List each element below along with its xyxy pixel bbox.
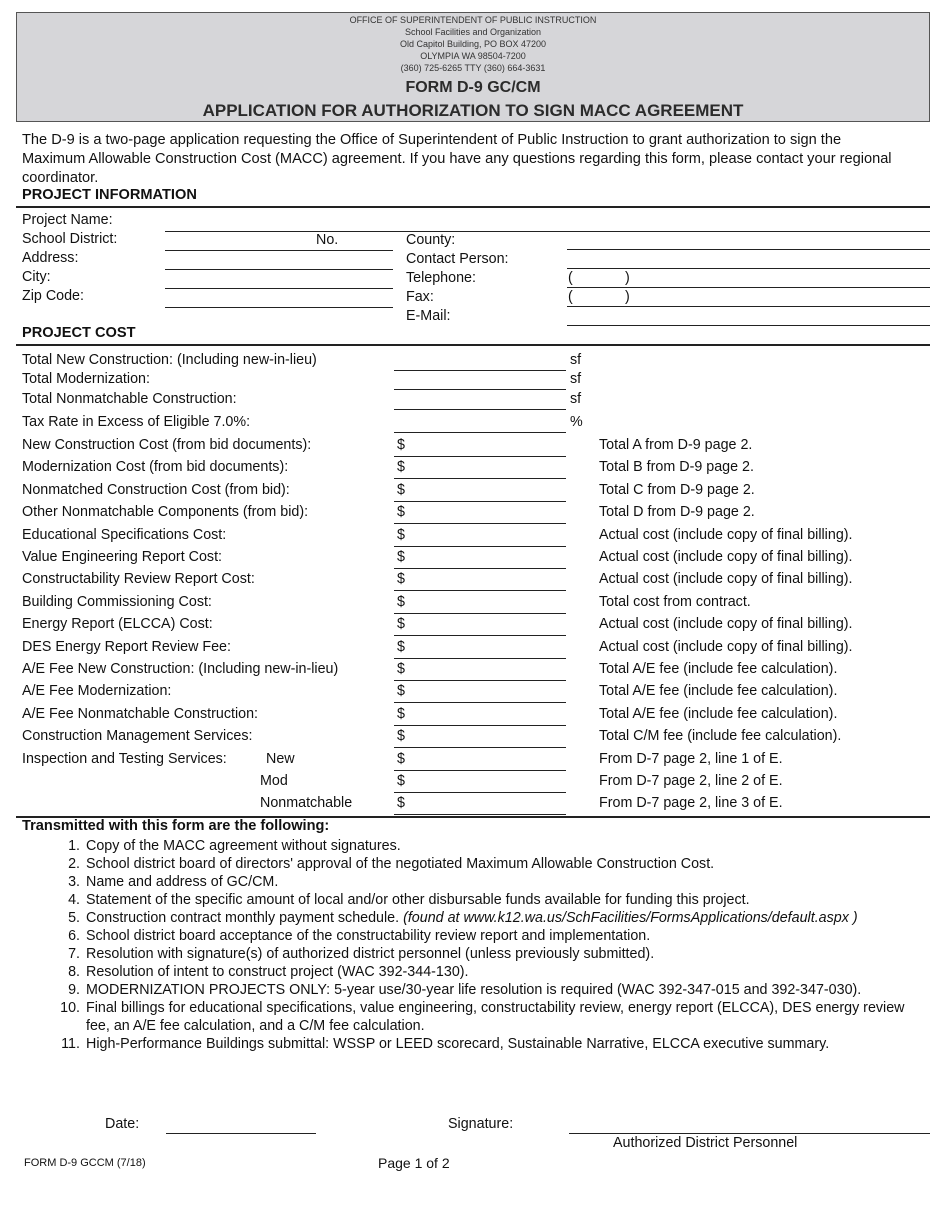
currency-sign: $ <box>397 639 405 655</box>
cost-value-field[interactable] <box>394 680 566 681</box>
intro-text: The D-9 is a two-page application requesting the Office of Superintendent of Public Instruction to grant authorization to sign the Maximum Allowable Construction Cost (MACC) agreement. If you have any questions regarding this form, please contact your regional coordinator. <box>22 132 892 186</box>
item-number: 8. <box>68 964 80 980</box>
transmitted-item <box>50 891 930 909</box>
authorized-personnel-caption: Authorized District Personnel <box>613 1135 798 1151</box>
item-text: Resolution with signature(s) of authorized district personnel (unless previously submitted). <box>86 946 655 962</box>
item-text: School district board of directors' approval of the negotiated Maximum Allowable Construction Cost. <box>86 856 715 872</box>
cost-row-label: Other Nonmatchable Components (from bid): <box>22 504 309 520</box>
cost-row-note: Actual cost (include copy of final billing). <box>599 616 853 632</box>
form-header <box>16 12 930 122</box>
currency-sign: $ <box>397 795 405 811</box>
currency-sign: $ <box>397 527 405 543</box>
cost-value-field[interactable] <box>394 747 566 748</box>
area-value-field[interactable] <box>394 432 566 433</box>
item-text-block <box>86 981 930 999</box>
cost-row-sublabel: Mod <box>260 773 288 789</box>
item-number: 11. <box>61 1036 80 1052</box>
item-number: 4. <box>68 892 80 908</box>
currency-sign: $ <box>397 437 405 453</box>
item-number: 9. <box>68 982 80 998</box>
currency-sign: $ <box>397 549 405 565</box>
contact-person-field[interactable] <box>567 268 930 269</box>
item-text: Resolution of intent to construct project (WAC 392-344-130). <box>86 964 469 980</box>
cost-row-label: Inspection and Testing Services: <box>22 751 227 767</box>
project-cost-heading: PROJECT COST <box>22 325 136 341</box>
cost-row-label: Educational Specifications Cost: <box>22 527 227 543</box>
item-text-block <box>86 945 930 963</box>
area-row-label: Total Modernization: <box>22 371 150 387</box>
form-id: FORM D-9 GC/CM <box>405 79 541 96</box>
signature-label: Signature: <box>448 1116 514 1132</box>
area-unit: sf <box>570 371 582 387</box>
cost-row-label: DES Energy Report Review Fee: <box>22 639 231 655</box>
cost-value-field[interactable] <box>394 635 566 636</box>
cost-row-label: Energy Report (ELCCA) Cost: <box>22 616 213 632</box>
item-text: High-Performance Buildings submittal: WSSP or LEED scorecard, Sustainable Narrative, ELCCA executive summary. <box>86 1036 830 1052</box>
zip-code-label: Zip Code: <box>22 288 84 304</box>
cost-value-field[interactable] <box>394 814 566 815</box>
cost-value-field[interactable] <box>394 456 566 457</box>
email-label: E-Mail: <box>406 308 451 324</box>
cost-row-sublabel: New <box>266 751 295 767</box>
item-text: MODERNIZATION PROJECTS ONLY: 5-year use/30-year life resolution is required (WAC 392-347-015 and 392-347-030). <box>86 982 862 998</box>
item-text: School district board acceptance of the constructability review report and implementation. <box>86 928 651 944</box>
item-number: 2. <box>68 856 80 872</box>
cost-row-note: From D-7 page 2, line 1 of E. <box>599 751 783 767</box>
cost-row-note: Total D from D-9 page 2. <box>599 504 755 520</box>
project-name-label: Project Name: <box>22 212 113 228</box>
item-number: 3. <box>68 874 80 890</box>
cost-row-note: Total A/E fee (include fee calculation). <box>599 661 838 677</box>
item-text-block <box>86 927 930 945</box>
cost-row-label: Nonmatched Construction Cost (from bid): <box>22 482 290 498</box>
transmitted-item <box>50 1035 930 1053</box>
cost-row-sublabel: Nonmatchable <box>260 795 353 811</box>
office-phone: (360) 725-6265 TTY (360) 664-3631 <box>400 63 546 73</box>
item-text-block <box>86 855 930 873</box>
transmitted-item <box>50 981 930 999</box>
project-info-heading: PROJECT INFORMATION <box>22 187 197 203</box>
cost-value-field[interactable] <box>394 501 566 502</box>
area-row-label: Total New Construction: (Including new-in-lieu) <box>22 352 317 368</box>
cost-row-note: Total cost from contract. <box>599 594 751 610</box>
item-number: 10. <box>60 1000 80 1016</box>
cost-row-label: A/E Fee New Construction: (Including new-in-lieu) <box>22 661 339 677</box>
telephone-area-open: ( <box>568 270 573 286</box>
cost-row-note: From D-7 page 2, line 3 of E. <box>599 795 783 811</box>
transmitted-item <box>50 873 930 891</box>
fax-field[interactable] <box>567 306 930 307</box>
office-address-line2: OLYMPIA WA 98504-7200 <box>420 51 526 61</box>
city-label: City: <box>22 269 51 285</box>
email-field[interactable] <box>567 325 930 326</box>
fax-area-close: ) <box>625 289 630 305</box>
cost-row-label: Value Engineering Report Cost: <box>22 549 223 565</box>
area-row-label: Total Nonmatchable Construction: <box>22 391 237 407</box>
area-value-field[interactable] <box>394 370 566 371</box>
item-number: 7. <box>68 946 80 962</box>
cost-row-note: Actual cost (include copy of final billing). <box>599 549 853 565</box>
transmitted-item <box>50 999 930 1035</box>
date-field[interactable] <box>166 1133 316 1134</box>
cost-row-label: New Construction Cost (from bid documents): <box>22 437 312 453</box>
currency-sign: $ <box>397 683 405 699</box>
currency-sign: $ <box>397 482 405 498</box>
item-text: Final billings for educational specifications, value engineering, constructability review, energy report (ELCCA), DES energy review fee, an A/E fee calculation, and a C/M fee calculation. <box>86 1000 905 1034</box>
item-text-block <box>86 999 930 1035</box>
telephone-field[interactable] <box>567 287 930 288</box>
item-text-block <box>86 891 930 909</box>
currency-sign: $ <box>397 571 405 587</box>
transmitted-item <box>50 837 930 855</box>
currency-sign: $ <box>397 504 405 520</box>
cost-row-note: Total A/E fee (include fee calculation). <box>599 683 838 699</box>
cost-row-note: Actual cost (include copy of final billing). <box>599 639 853 655</box>
item-text: Statement of the specific amount of local and/or other disbursable funds available for funding this project. <box>86 892 750 908</box>
item-number: 1. <box>68 838 80 854</box>
item-text-block <box>86 909 930 927</box>
transmitted-heading: Transmitted with this form are the following: <box>22 818 330 834</box>
area-row-label: Tax Rate in Excess of Eligible 7.0%: <box>22 414 251 430</box>
transmitted-item <box>50 909 930 927</box>
fax-area-open: ( <box>568 289 573 305</box>
transmitted-item <box>50 855 930 873</box>
transmitted-item <box>50 927 930 945</box>
area-unit: sf <box>570 391 582 407</box>
area-unit: sf <box>570 352 582 368</box>
transmitted-item <box>50 945 930 963</box>
area-value-field[interactable] <box>394 409 566 410</box>
currency-sign: $ <box>397 616 405 632</box>
address-label: Address: <box>22 250 79 266</box>
item-text: Construction contract monthly payment schedule. <box>86 910 404 926</box>
cost-row-note: Actual cost (include copy of final billing). <box>599 571 853 587</box>
item-text: Name and address of GC/CM. <box>86 874 279 890</box>
item-number: 5. <box>68 910 80 926</box>
signature-field[interactable] <box>569 1133 930 1134</box>
contact-person-label: Contact Person: <box>406 251 509 267</box>
cost-value-field[interactable] <box>394 478 566 479</box>
currency-sign: $ <box>397 661 405 677</box>
cost-value-field[interactable] <box>394 770 566 771</box>
cost-value-field[interactable] <box>394 546 566 547</box>
currency-sign: $ <box>397 594 405 610</box>
currency-sign: $ <box>397 706 405 722</box>
item-text-block <box>86 963 930 981</box>
date-label: Date: <box>105 1116 140 1132</box>
area-value-field[interactable] <box>394 389 566 390</box>
transmitted-list <box>50 837 930 1053</box>
cost-value-field[interactable] <box>394 523 566 524</box>
cost-row-label: Modernization Cost (from bid documents): <box>22 459 289 475</box>
district-number-label: No. <box>316 232 339 248</box>
currency-sign: $ <box>397 459 405 475</box>
zip-code-field[interactable] <box>165 307 393 308</box>
item-text-block <box>86 837 930 855</box>
page-number: Page 1 of 2 <box>378 1155 450 1171</box>
section-divider <box>16 206 930 208</box>
cost-value-field[interactable] <box>394 590 566 591</box>
item-text-block <box>86 873 930 891</box>
cost-row-label: Constructability Review Report Cost: <box>22 571 255 587</box>
cost-value-field[interactable] <box>394 568 566 569</box>
currency-sign: $ <box>397 751 405 767</box>
cost-row-note: From D-7 page 2, line 2 of E. <box>599 773 783 789</box>
item-link-hint: (found at www.k12.wa.us/SchFacilities/FormsApplications/default.aspx ) <box>403 910 858 926</box>
cost-row-label: Building Commissioning Cost: <box>22 594 212 610</box>
cost-row-note: Total A from D-9 page 2. <box>599 437 753 453</box>
form-title: APPLICATION FOR AUTHORIZATION TO SIGN MACC AGREEMENT <box>202 101 744 120</box>
cost-row-note: Total B from D-9 page 2. <box>599 459 754 475</box>
project-name-field[interactable] <box>165 231 930 232</box>
section-divider <box>16 344 930 346</box>
cost-value-field[interactable] <box>394 658 566 659</box>
item-text: Copy of the MACC agreement without signatures. <box>86 838 401 854</box>
county-field[interactable] <box>567 249 930 250</box>
cost-value-field[interactable] <box>394 702 566 703</box>
area-unit: % <box>570 414 583 430</box>
city-field[interactable] <box>165 288 393 289</box>
telephone-area-close: ) <box>625 270 630 286</box>
office-name: OFFICE OF SUPERINTENDENT OF PUBLIC INSTRUCTION <box>349 15 597 25</box>
division-name: School Facilities and Organization <box>404 27 542 37</box>
office-address-line1: Old Capitol Building, PO BOX 47200 <box>399 39 547 49</box>
cost-row-note: Total A/E fee (include fee calculation). <box>599 706 838 722</box>
cost-row-note: Total C/M fee (include fee calculation). <box>599 728 842 744</box>
address-field[interactable] <box>165 269 393 270</box>
form-code: FORM D-9 GCCM (7/18) <box>24 1157 146 1169</box>
cost-row-note: Total C from D-9 page 2. <box>599 482 755 498</box>
item-number: 6. <box>68 928 80 944</box>
school-district-label: School District: <box>22 231 118 247</box>
cost-row-label: A/E Fee Modernization: <box>22 683 172 699</box>
currency-sign: $ <box>397 728 405 744</box>
currency-sign: $ <box>397 773 405 789</box>
school-district-field[interactable] <box>165 250 393 251</box>
item-text-block <box>86 1035 930 1053</box>
fax-label: Fax: <box>406 289 434 305</box>
transmitted-item <box>50 963 930 981</box>
telephone-label: Telephone: <box>406 270 476 286</box>
cost-value-field[interactable] <box>394 613 566 614</box>
cost-value-field[interactable] <box>394 792 566 793</box>
cost-row-label: A/E Fee Nonmatchable Construction: <box>22 706 259 722</box>
county-label: County: <box>406 232 456 248</box>
cost-row-note: Actual cost (include copy of final billing). <box>599 527 853 543</box>
cost-row-label: Construction Management Services: <box>22 728 253 744</box>
cost-value-field[interactable] <box>394 725 566 726</box>
